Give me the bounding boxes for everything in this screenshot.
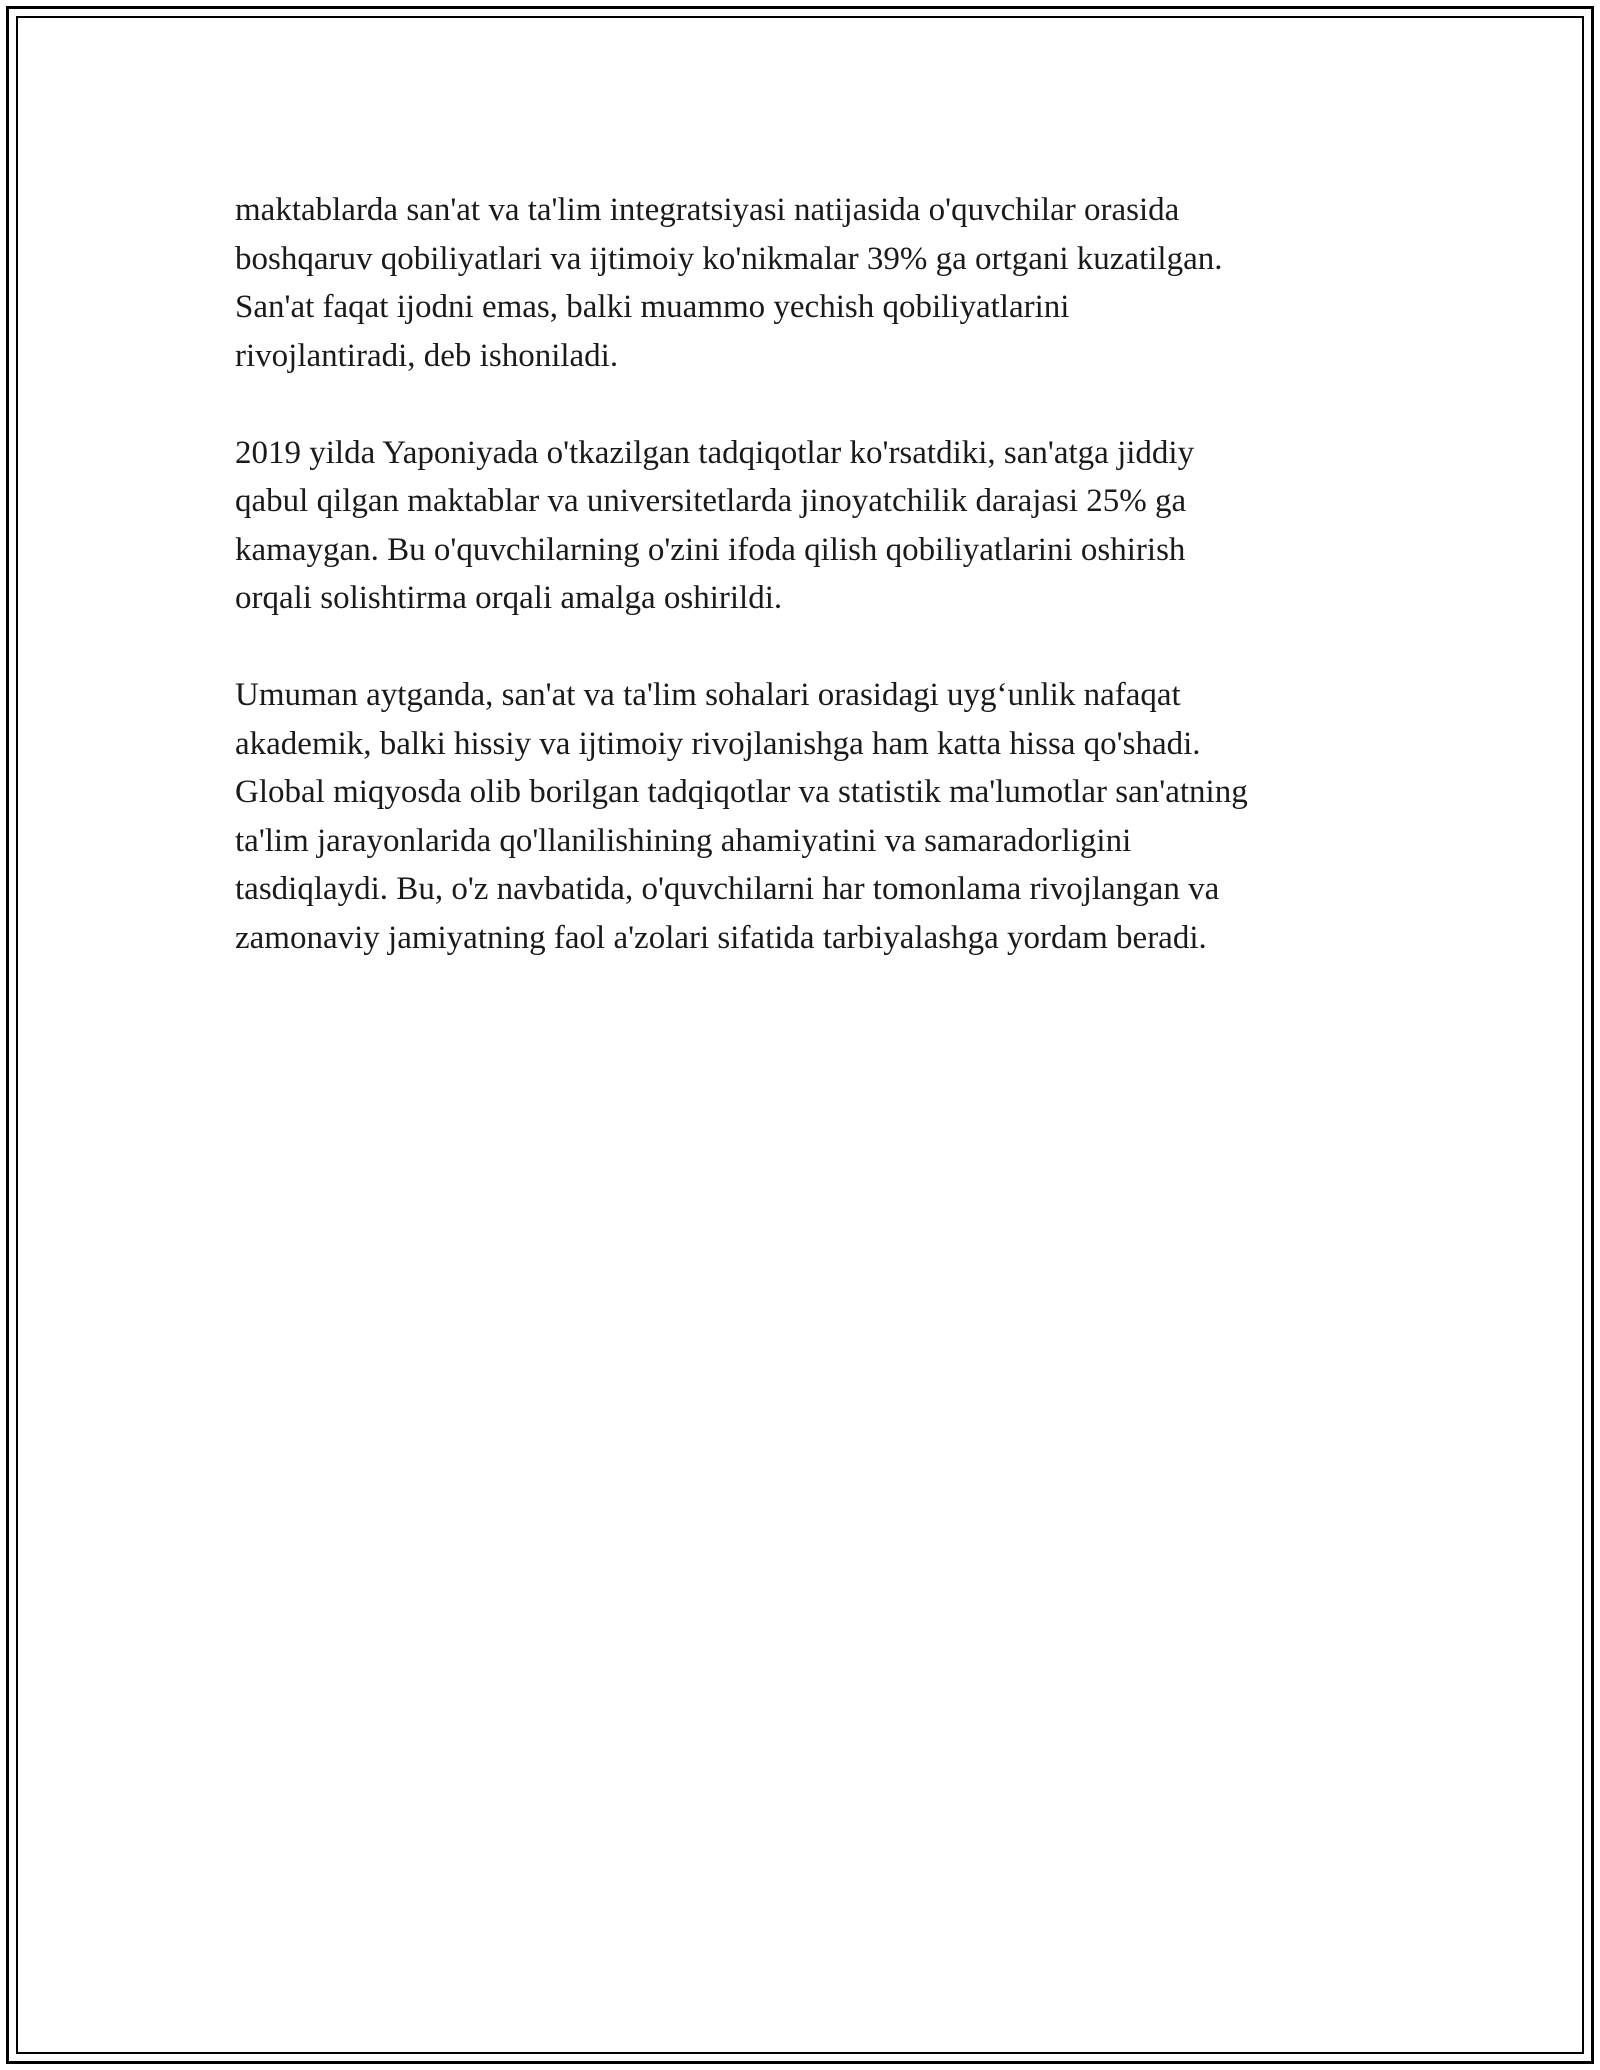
paragraph-line: boshqaruv qobiliyatlari va ijtimoiy ko'nikmalar 39% ga ortgani kuzatilgan. <box>235 240 1223 277</box>
paragraph-1 <box>235 186 1385 380</box>
paragraph-line: qabul qilgan maktablar va universitetlarda jinoyatchilik darajasi 25% ga <box>235 483 1187 519</box>
paragraph-line: tasdiqlaydi. Bu, o'z navbatida, o'quvchilarni har tomonlama rivojlangan va <box>235 871 1220 907</box>
paragraph-line: rivojlantiradi, deb ishoniladi. <box>235 337 619 374</box>
paragraph-line: 2019 yilda Yaponiyada o'tkazilgan tadqiqotlar ko'rsatdiki, san'atga jiddiy <box>235 434 1195 471</box>
document-body <box>235 186 1385 1011</box>
paragraph-2 <box>235 429 1385 623</box>
paragraph-line: zamonaviy jamiyatning faol a'zolari sifatida tarbiyalashga yordam beradi. <box>235 919 1207 956</box>
paragraph-line: kamaygan. Bu o'quvchilarning o'zini ifoda qilish qobiliyatlarini oshirish <box>235 531 1186 568</box>
paragraph-line: Global miqyosda olib borilgan tadqiqotlar va statistik ma'lumotlar san'atning <box>235 774 1248 810</box>
paragraph-line: Umuman aytganda, san'at va ta'lim sohalari orasidagi uyg‘unlik nafaqat <box>235 677 1181 713</box>
paragraph-line: orqali solishtirma orqali amalga oshirildi. <box>235 580 783 616</box>
paragraph-line: ta'lim jarayonlarida qo'llanilishining ahamiyatini va samaradorligini <box>235 822 1132 859</box>
paragraph-line: San'at faqat ijodni emas, balki muammo yechish qobiliyatlarini <box>235 289 1070 325</box>
paragraph-3 <box>235 671 1385 962</box>
paragraph-line: akademik, balki hissiy va ijtimoiy rivojlanishga ham katta hissa qo'shadi. <box>235 725 1201 762</box>
paragraph-line: maktablarda san'at va ta'lim integratsiyasi natijasida o'quvchilar orasida <box>235 192 1180 228</box>
